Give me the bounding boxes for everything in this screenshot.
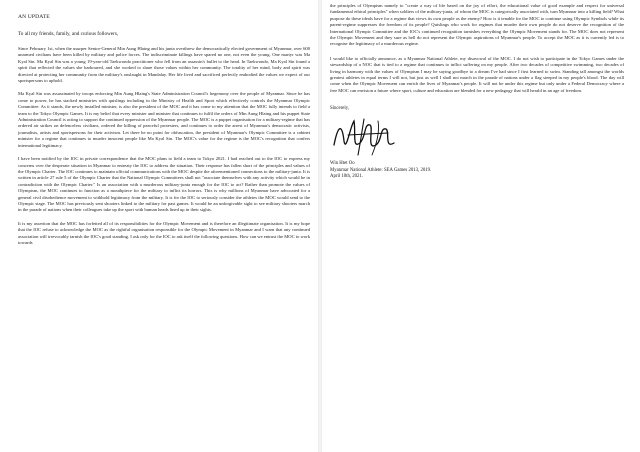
right-paragraph-2: I would like to officially announce, as a Myanmar National Athlete, my disavowal of the MOC. I do not wish to participate in the Tokyo Games under the stewardship of a NOC that is tied to a regime that continues to inflict suffering on my people. After two decades of competitive swimming, two decades of living in harmony with the values of Olympism I may be saying goodbye to a dream I've had since I first learned to swim. Standing tall amongst the worlds greatest athletes in equal terms I will not, but just as well I shall not march in the parade of nations under a flag steeped in my people's blood. The day will come when the Olympic Movement can enrich the lives of Myanmar's people. It will not be under this regime but only under a Federal Democracy where a free MOC can envision a future where sport, culture and education are blended for a new pedagogy that will herald in an age of freedom.: [330, 55, 624, 93]
right-paragraph-1: the principles of Olympism namely to "create a way of life based on the joy of effort, the educational value of good example and respect for universal fundamental ethical principles" when soldiers of the military-junta, of whom the MOC is categorically associated with, turn Myanmar into a killing field? What purpose do these ideals have for a regime that views its own people as the enemy? How is it tenable for the MOC to continue using Olympic Symbols while its parent-regime suppresses the freedom of its people? Quislings who work for regimes that murder their own people do not deserve the recognition of the International Olympic Committee and the IOC's continued recognition tarnishes everything the Olympic Movement stands for. The MOC does not represent the Olympic Movement and they sure as hell do not represent the Olympic aspirations of Myanmar's people. To accept the MOC as it is currently led is to recognise the legitimacy of a murderous regime.: [330, 3, 624, 47]
left-paragraph-2: Ma Kyal Sin was assassinated by troops enforcing Min Aung Hlaing's State Administration Council's hegemony over the people of Myanmar. Since he has come to power, he has stacked ministries with quislings including in the Ministry of Health and Sport which effectively controls the Myanmar Olympic Committee. As it stands, the newly installed minister, is also the president of the MOC and it has come to my attention that the MOC fully intends to field a team to the Tokyo Olympic Games. It is my belief that every minister and minister that continues to fulfil the orders of Min Aung Hlaing and his puppet State Administration Council is acting to support the continued oppression of the Myanmar people. The MOC is a puppet organisation for a military-regime that has ordered air strikes on defenceless civilians, ordered the killing of peaceful protesters, and continues to order the arrest of Myanmar's democratic activists, journalists, artists and sportspersons for their activism. Let there be no point for obfuscation, the president of Myanmar's Olympic Committee is a cabinet minister for a regime that continues to murder innocent people like Ma Kyal Sin. The MOC's value for the regime is the MOC's recognition that confers international legitimacy.: [18, 91, 310, 148]
letter-greeting: To all my friends, family, and curious followers,: [18, 31, 119, 37]
left-paragraph-3: I have been notified by the IOC in private correspondence that the MOC plans to field a team to Tokyo 2021. I had reached out to the IOC to express my concerns over the desperate situation in Myanmar to entreaty the IOC to address the situation. Their response has fallen short of the principles and values of the Olympic Charter. The IOC continues to maintain official communications with the MOC despite the aforementioned connections to the military-junta. It is written in article 27 rule 5 of the Olympic Charter that the National Olympic Committees shall not "associate themselves with any activity which would be in contradiction with the Olympic Charter." Is an association with a murderous military-junta enough for the IOC to act? Rather than promote the values of Olympism, the MOC continues to function as a mouthpiece for the military to inflict its horrors. This is why millions of Myanmar have advocated for a general civil disobedience movement to withhold legitimacy from the military. It is for the IOC to seriously consider the athletes the MOC would send to the Olympic stage. The MOC has previously sent shooters linked to the military for past games. It would be an unforgivable sight to see military shooters march in the parade of nations when their colleagues take up the sport with human heads lined up in their sights.: [18, 156, 310, 213]
right-page: [322, 0, 640, 452]
left-paragraph-1: Since February 1st, when the usurper Senior-General Min Aung Hlaing and his junta overthrew the democratically elected government of Myanmar, over 600 unarmed civilians have been killed by military and police forces. The indiscriminate killings have spared no one, not even the young. One martyr was Ma Kyal Sin. Ma Kyal Sin was a young 19-year-old Taekwondo practitioner who fell from an assassin's bullet to the head. In Taekwondo, Ma Kyal Sin found a spirit that reflected the values she harboured, and she worked to share those values within her community. The totality of her mind, body and spirit was directed at protecting her community from the military's onslaught in Mandalay. Her life lived and sacrificed perfectly embodied the values we expect of our sportspersons to uphold.: [18, 46, 310, 84]
letter-closing: Sincerely,: [330, 106, 350, 112]
letter-heading: AN UPDATE: [18, 14, 50, 20]
signature-name: Win Htet Oo: [330, 161, 355, 167]
signature-date: April 10th, 2021.: [330, 174, 364, 180]
left-paragraph-4: It is my assertion that the MOC has forfeited all of its responsibilities for the Olympic Movement and is therefore an illegitimate organisation. It is my hope that the IOC refuse to acknowledge the MOC as the rightful organisation responsible for the Olympic Movement in Myanmar and I warn that any continued association will irrevocably tarnish the IOC's good standing. I ask only for the IOC to ask itself the following questions. How can we entrust the MOC to work towards: [18, 220, 310, 245]
handwritten-signature: [330, 115, 400, 159]
signature-title: Myanmar National Athlete: SEA Games 2013, 2019.: [330, 167, 432, 173]
left-page: [0, 0, 318, 452]
